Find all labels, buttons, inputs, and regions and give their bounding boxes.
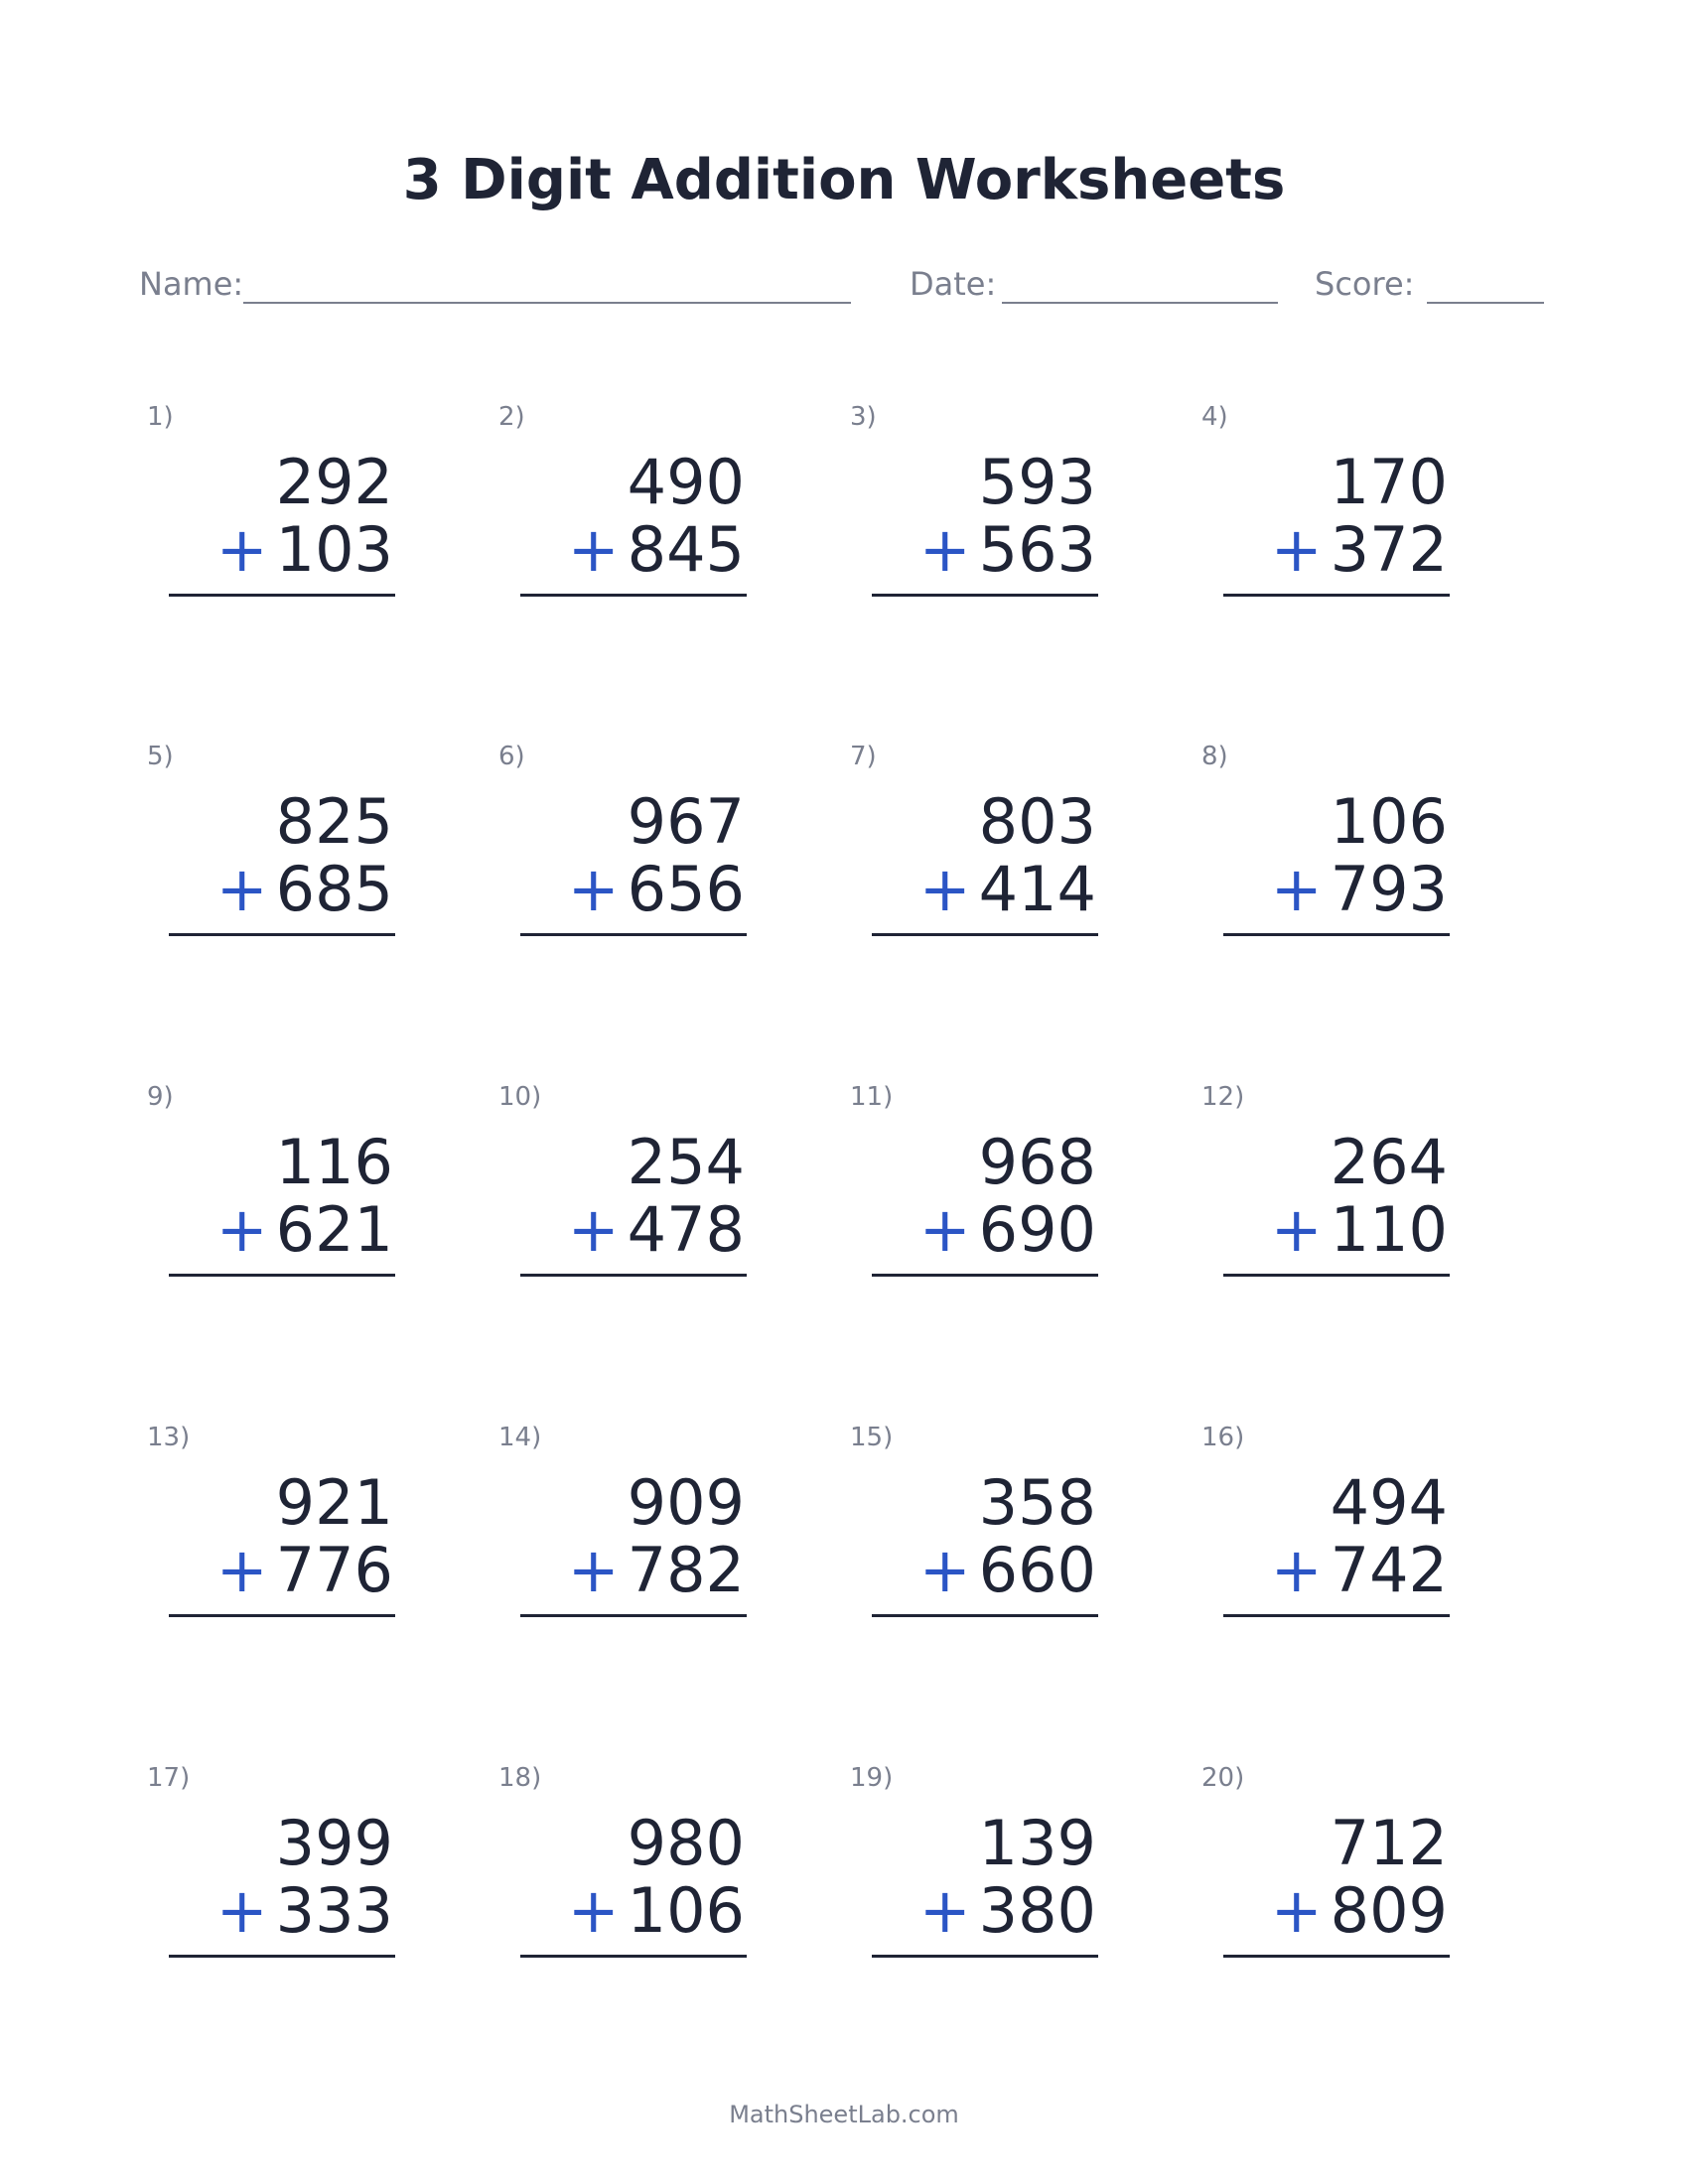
problem — [842, 1079, 1140, 1317]
bottom-addend: 478 — [627, 1193, 745, 1266]
top-addend: 593 — [978, 446, 1096, 518]
bottom-row — [216, 1875, 393, 1947]
answer-line — [872, 933, 1098, 936]
plus-sign: + — [918, 513, 971, 586]
answer-line — [169, 933, 395, 936]
bottom-addend: 110 — [1330, 1193, 1448, 1266]
problem — [139, 1079, 437, 1317]
top-addend: 139 — [978, 1807, 1096, 1879]
bottom-addend: 380 — [978, 1874, 1096, 1947]
problem-number: 16) — [1201, 1423, 1245, 1452]
score-field[interactable] — [1315, 260, 1545, 310]
plus-sign: + — [567, 853, 620, 925]
problem — [1194, 1420, 1491, 1658]
bottom-row — [919, 1535, 1096, 1606]
problem-number: 5) — [147, 742, 174, 771]
bottom-row — [568, 854, 745, 925]
problem-number: 6) — [498, 742, 525, 771]
bottom-addend: 414 — [978, 853, 1096, 925]
answer-line — [1223, 1274, 1450, 1277]
bottom-row — [1271, 1535, 1448, 1606]
bottom-row — [568, 514, 745, 586]
problem-number: 7) — [850, 742, 877, 771]
bottom-addend: 660 — [978, 1534, 1096, 1606]
answer-line — [1223, 1614, 1450, 1617]
answer-line — [169, 1614, 395, 1617]
score-label: Score: — [1315, 265, 1415, 303]
bottom-row — [568, 1194, 745, 1266]
answer-line — [520, 1614, 747, 1617]
answer-line — [520, 594, 747, 597]
score-line — [1427, 302, 1544, 304]
problem — [842, 739, 1140, 977]
bottom-row — [1271, 854, 1448, 925]
name-line — [243, 302, 851, 304]
answer-line — [520, 1274, 747, 1277]
problem — [491, 1079, 788, 1317]
problem-number: 1) — [147, 402, 174, 432]
plus-sign: + — [215, 1874, 268, 1947]
problem-number: 20) — [1201, 1763, 1245, 1793]
bottom-addend: 563 — [978, 513, 1096, 586]
problem-number: 9) — [147, 1082, 174, 1112]
plus-sign: + — [215, 1534, 268, 1606]
plus-sign: + — [567, 513, 620, 586]
top-addend: 921 — [275, 1466, 393, 1539]
problem-number: 8) — [1201, 742, 1228, 771]
top-addend: 490 — [627, 446, 745, 518]
answer-line — [1223, 594, 1450, 597]
top-addend: 106 — [1330, 785, 1448, 858]
problem — [1194, 739, 1491, 977]
answer-line — [169, 1955, 395, 1958]
name-label: Name: — [139, 265, 244, 303]
problem — [491, 399, 788, 637]
top-addend: 170 — [1330, 446, 1448, 518]
bottom-addend: 103 — [275, 513, 393, 586]
bottom-row — [568, 1535, 745, 1606]
problem-number: 14) — [498, 1423, 542, 1452]
date-field[interactable] — [910, 260, 1282, 310]
bottom-addend: 685 — [275, 853, 393, 925]
plus-sign: + — [567, 1534, 620, 1606]
page-title: 3 Digit Addition Worksheets — [402, 148, 1286, 212]
bottom-row — [1271, 514, 1448, 586]
answer-line — [872, 1274, 1098, 1277]
bottom-addend: 372 — [1330, 513, 1448, 586]
bottom-addend: 690 — [978, 1193, 1096, 1266]
problem-number: 4) — [1201, 402, 1228, 432]
answer-line — [872, 1955, 1098, 1958]
problem-number: 2) — [498, 402, 525, 432]
top-addend: 909 — [627, 1466, 745, 1539]
top-addend: 116 — [275, 1126, 393, 1198]
plus-sign: + — [1270, 513, 1323, 586]
bottom-addend: 333 — [275, 1874, 393, 1947]
plus-sign: + — [567, 1874, 620, 1947]
top-addend: 712 — [1330, 1807, 1448, 1879]
top-addend: 292 — [275, 446, 393, 518]
plus-sign: + — [567, 1193, 620, 1266]
plus-sign: + — [1270, 1874, 1323, 1947]
answer-line — [169, 594, 395, 597]
plus-sign: + — [918, 1193, 971, 1266]
plus-sign: + — [215, 1193, 268, 1266]
bottom-row — [216, 1535, 393, 1606]
bottom-row — [1271, 1194, 1448, 1266]
bottom-row — [216, 1194, 393, 1266]
plus-sign: + — [918, 1534, 971, 1606]
problem — [491, 1420, 788, 1658]
problem — [842, 1760, 1140, 1998]
problem — [139, 1420, 437, 1658]
problem — [139, 399, 437, 637]
problem-number: 10) — [498, 1082, 542, 1112]
bottom-addend: 776 — [275, 1534, 393, 1606]
problem — [1194, 1760, 1491, 1998]
plus-sign: + — [918, 853, 971, 925]
top-addend: 494 — [1330, 1466, 1448, 1539]
date-line — [1002, 302, 1278, 304]
bottom-addend: 793 — [1330, 853, 1448, 925]
bottom-addend: 656 — [627, 853, 745, 925]
problem — [491, 739, 788, 977]
top-addend: 399 — [275, 1807, 393, 1879]
top-addend: 968 — [978, 1126, 1096, 1198]
plus-sign: + — [1270, 853, 1323, 925]
problem-number: 12) — [1201, 1082, 1245, 1112]
problem — [139, 1760, 437, 1998]
problem-number: 11) — [850, 1082, 894, 1112]
plus-sign: + — [215, 513, 268, 586]
plus-sign: + — [1270, 1534, 1323, 1606]
footer-site: MathSheetLab.com — [729, 2101, 959, 2128]
top-addend: 803 — [978, 785, 1096, 858]
problem — [842, 1420, 1140, 1658]
problem-number: 15) — [850, 1423, 894, 1452]
problem — [1194, 399, 1491, 637]
answer-line — [1223, 933, 1450, 936]
problem-number: 17) — [147, 1763, 191, 1793]
bottom-row — [1271, 1875, 1448, 1947]
bottom-row — [919, 1875, 1096, 1947]
top-addend: 825 — [275, 785, 393, 858]
bottom-addend: 742 — [1330, 1534, 1448, 1606]
problem-number: 19) — [850, 1763, 894, 1793]
answer-line — [872, 1614, 1098, 1617]
top-addend: 967 — [627, 785, 745, 858]
problem-number: 18) — [498, 1763, 542, 1793]
top-addend: 358 — [978, 1466, 1096, 1539]
problem-number: 3) — [850, 402, 877, 432]
bottom-row — [919, 854, 1096, 925]
bottom-addend: 782 — [627, 1534, 745, 1606]
problem — [139, 739, 437, 977]
bottom-row — [216, 514, 393, 586]
answer-line — [169, 1274, 395, 1277]
name-field[interactable] — [139, 260, 854, 310]
top-addend: 264 — [1330, 1126, 1448, 1198]
bottom-addend: 845 — [627, 513, 745, 586]
bottom-row — [919, 1194, 1096, 1266]
bottom-addend: 106 — [627, 1874, 745, 1947]
bottom-row — [919, 514, 1096, 586]
bottom-row — [216, 854, 393, 925]
answer-line — [1223, 1955, 1450, 1958]
plus-sign: + — [1270, 1193, 1323, 1266]
problem — [491, 1760, 788, 1998]
bottom-addend: 621 — [275, 1193, 393, 1266]
plus-sign: + — [918, 1874, 971, 1947]
problem — [842, 399, 1140, 637]
problem-number: 13) — [147, 1423, 191, 1452]
date-label: Date: — [910, 265, 997, 303]
answer-line — [520, 1955, 747, 1958]
top-addend: 980 — [627, 1807, 745, 1879]
answer-line — [872, 594, 1098, 597]
bottom-addend: 809 — [1330, 1874, 1448, 1947]
problem — [1194, 1079, 1491, 1317]
bottom-row — [568, 1875, 745, 1947]
answer-line — [520, 933, 747, 936]
top-addend: 254 — [627, 1126, 745, 1198]
plus-sign: + — [215, 853, 268, 925]
